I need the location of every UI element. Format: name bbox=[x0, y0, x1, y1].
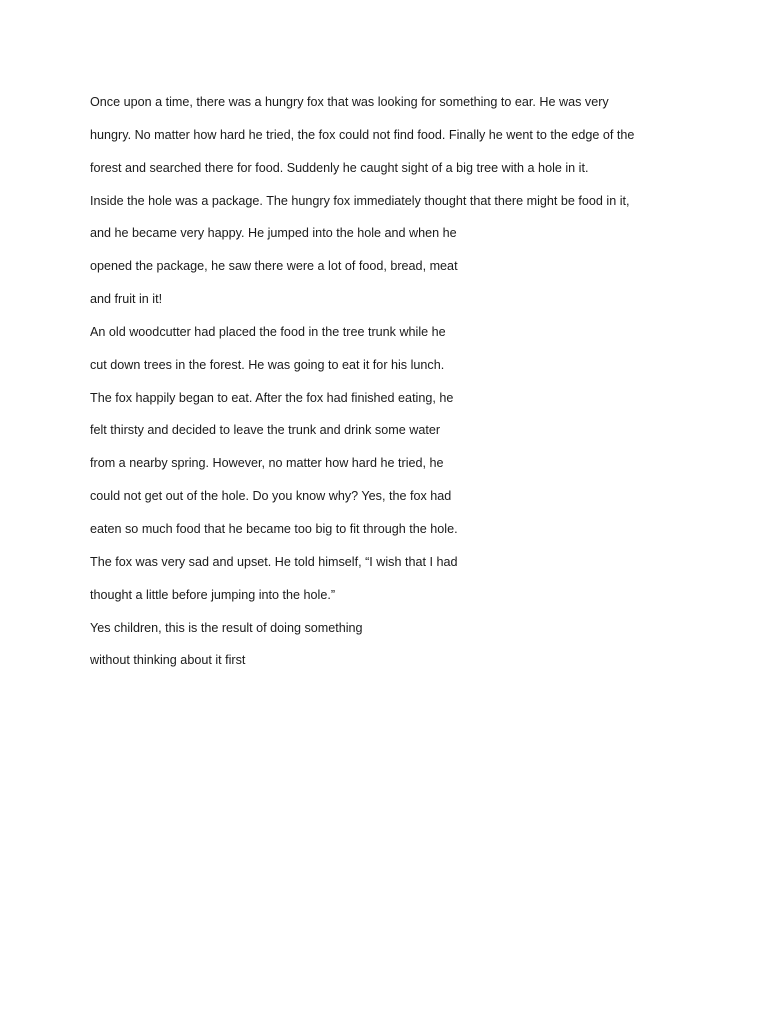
text-line: Once upon a time, there was a hungry fox that was looking for something to ear. He was very bbox=[90, 95, 609, 109]
text-line: The fox was very sad and upset. He told himself, “I wish that I had bbox=[90, 554, 458, 569]
text-line: and he became very happy. He jumped into the hole and when he bbox=[90, 226, 457, 241]
text-line: forest and searched there for food. Suddenly he caught sight of a big tree with a hole in it. bbox=[90, 160, 589, 175]
text-line: without thinking about it first bbox=[90, 653, 246, 668]
text-line: from a nearby spring. However, no matter how hard he tried, he bbox=[90, 456, 444, 471]
text-line: eaten so much food that he became too big to fit through the hole. bbox=[90, 521, 458, 536]
text-line: The fox happily began to eat. After the fox had finished eating, he bbox=[90, 390, 454, 405]
text-line: Yes children, this is the result of doing something bbox=[90, 620, 363, 635]
text-line: cut down trees in the forest. He was going to eat it for his lunch. bbox=[90, 357, 445, 372]
text-line: could not get out of the hole. Do you know why? Yes, the fox had bbox=[90, 489, 452, 504]
text-line: felt thirsty and decided to leave the trunk and drink some water bbox=[90, 423, 441, 438]
text-line: An old woodcutter had placed the food in the tree trunk while he bbox=[90, 324, 446, 339]
text-line: Inside the hole was a package. The hungry fox immediately thought that there might be food in it, bbox=[90, 193, 630, 208]
text-line: thought a little before jumping into the hole.” bbox=[90, 587, 336, 602]
text-line: and fruit in it! bbox=[90, 292, 163, 307]
text-line: hungry. No matter how hard he tried, the fox could not find food. Finally he went to the edge of the bbox=[90, 127, 635, 142]
text-line: opened the package, he saw there were a lot of food, bread, meat bbox=[90, 259, 458, 274]
story-text bbox=[90, 86, 710, 677]
